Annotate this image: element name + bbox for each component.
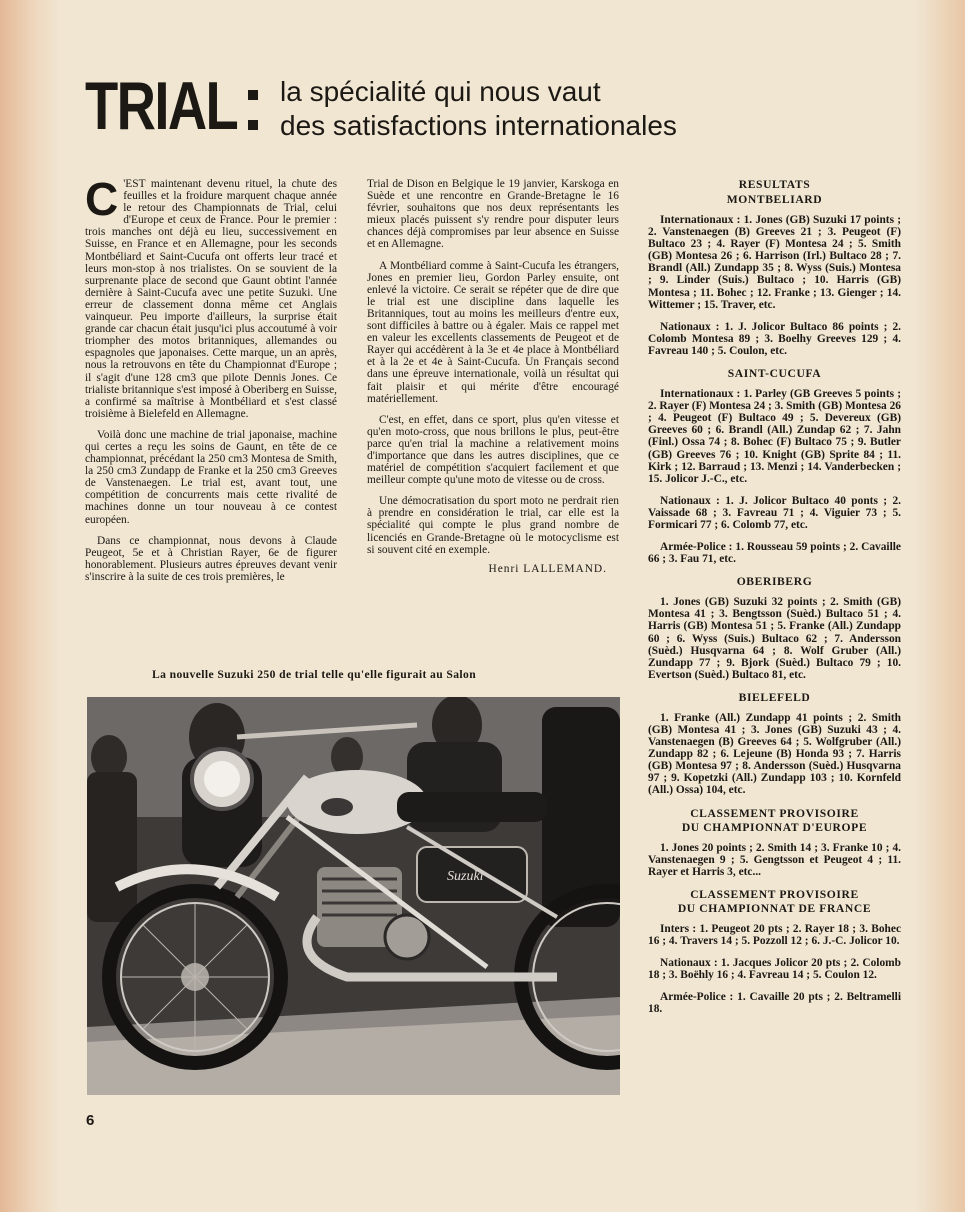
headline-bullet [248, 90, 258, 100]
motorcycle-illustration [87, 697, 620, 1095]
photo-caption: La nouvelle Suzuki 250 de trial telle qu'elle figurait au Salon [152, 668, 477, 681]
drop-cap: C [85, 173, 119, 225]
article-column-1 [85, 173, 337, 592]
headline-subtitle-1: la spécialité qui nous vaut [280, 76, 601, 107]
section-heading-france-sub: DU CHAMPIONNAT DE FRANCE [677, 901, 872, 915]
paper-edge-left [0, 0, 60, 1212]
article-paragraph: Une démocratisation du sport moto ne perdrait rien à prendre en considération le trial, car elle est la spécialité qui compte le plus grand nombre de licenciés en Grande-Bretagne où le motocyclisme est si souvent cité en exemple. [367, 495, 619, 556]
headline [85, 68, 825, 144]
section-heading-france: CLASSEMENT PROVISOIRE [690, 887, 859, 901]
article-paragraph: Dans ce championnat, nous devons à Claude Peugeot, 5e et à Christian Rayer, 6e de figurer honorablement. Plusieurs autres épreuves devant venir s'inscrire à la suite de ces trois premières, le [85, 534, 337, 583]
results-entry: Nationaux : 1. Jacques Jolicor 20 pts ; 2. Colomb 18 ; 3. Boëhly 16 ; 4. Favreau 14 ; 5. Coulon 12. [648, 957, 901, 982]
section-heading-bielefeld: BIELEFELD [738, 690, 811, 704]
article-paragraph: C'est, en effet, dans ce sport, plus qu'en vitesse et qu'en moto-cross, que nous brillons le plus, peut-être parce qu'en trial la machine a relativement moins d'importance que dans les autres disciplines, que ce matériel de compétition s'acquiert facilement et que meilleur compte qu'une moto de vitesse ou de cross. [367, 413, 619, 487]
article-paragraph: Trial de Dison en Belgique le 19 janvier, Karskoga en Suède et une rencontre en Grande-Bretagne le 16 février, souhaitons que nos deux représentants les mieux placés puissent s'y rendre pour disputer leurs chances déjà compromises par leur absence en Suisse et en Allemagne. [367, 178, 619, 251]
section-heading-montbeliard: MONTBELIARD [726, 193, 823, 206]
motorcycle-photo [87, 697, 620, 1095]
results-entry: Nationaux : 1. J. Jolicor Bultaco 86 points ; 2. Colomb Montesa 89 ; 3. Boelhy Greeves 129 ; 4. Favreau 140 ; 5. Coulon, etc. [648, 320, 901, 357]
results-column [648, 178, 901, 1025]
article-paragraph: A Montbéliard comme à Saint-Cucufa les étrangers, Jones en premier lieu, Gordon Parley ensuite, ont enlevé la victoire. Ce serait se répéter que de dire que le trial est une discipline dans laquelle les Britanniques, tout au moins les meilleurs d'entre eux, sont difficiles à battre ou à égaler. Mais ce rappel met en valeur les excellents classements de Peugeot et de Rayer qui accédèrent à la 3e et 4e place à Montbéliard et à la 2e et 4e à Saint-Cucufa. Un Français second dans une épreuve internationale, voilà un résultat qui fait plaisir et qui mérite d'être encouragé matériellement. [367, 259, 619, 405]
paper-edge-right [915, 0, 965, 1212]
results-entry: Armée-Police : 1. Rousseau 59 points ; 2. Cavaille 66 ; 3. Fau 71, etc. [648, 541, 901, 566]
results-entry: Internationaux : 1. Parley (GB Greeves 5 points ; 2. Rayer (F) Montesa 24 ; 3. Smith (GB) Montesa 26 ; 4. Peugeot (F) Bultaco 49 ; 5. Devereux (GB) Greeves 60 ; 6. Brandl (All.) Zundap 62 ; 7. Jahn (Finl.) Ossa 74 ; 8. Bohec (F) Bultaco 75 ; 9. Butler (GB) Greeves 76 ; 10. Knight (GB) Sprite 84 ; 11. Kirk ; 12. Barraud ; 13. Menzi ; 14. Vanderbecken ; 15. Jolicor J.-C., etc. [648, 388, 901, 485]
results-entry: Nationaux : 1. J. Jolicor Bultaco 40 ponts ; 2. Vaissade 68 ; 3. Favreau 71 ; 4. Viguier 73 ; 5. Formicari 77 ; 6. Colomb 77, etc. [648, 494, 901, 531]
section-heading-europe: CLASSEMENT PROVISOIRE [690, 806, 859, 820]
page-number: 6 [86, 1112, 95, 1129]
tank-badge: Suzuki [447, 869, 484, 884]
headline-bullet [248, 120, 258, 130]
results-entry: Inters : 1. Peugeot 20 pts ; 2. Rayer 18 ; 3. Bohec 16 ; 4. Travers 14 ; 5. Pozzoll 12 ; 6. J.-C. Jolicor 10. [648, 922, 901, 947]
results-entry: 1. Jones (GB) Suzuki 32 points ; 2. Smith (GB) Montesa 41 ; 3. Bengtsson (Suèd.) Bultaco 51 ; 4. Harris (GB) Montesa 51 ; 5. Franke (All.) Zundapp 60 ; 6. Wyss (Suis.) Bultaco 62 ; 7. Andersson (Suèd.) Husqvarna 64 ; 8. Wolf Gruber (All.) Zundapp 77 ; 9. Bjork (Suèd.) Bultaco 79 ; 10. Evertson (Suèd.) Bultaco 81, etc. [648, 596, 901, 681]
results-heading: RESULTATS [738, 178, 811, 191]
author-signature: Henri LALLEMAND. [488, 562, 607, 575]
article-paragraph: Voilà donc une machine de trial japonaise, machine qui certes a reçu les soins de Gaunt, en tête de ce championnat, précédant la 250 cm3 Montesa de Smith, la 250 cm3 Zundapp de Franke et la 250 cm3 Greeves de Vanstenaegen. Le trial est, avant tout, une compétition de concurrents mais cette rivalité de machines donne un tour nouveau à ce contest européen. [85, 428, 337, 526]
article-paragraph: C 'EST maintenant devenu rituel, la chute des feuilles et la froidure marquent chaque année le retour des Championnats de Trial, celui d'Europe et ceux de France. Pour le premier : trois manches ont déjà eu lieu, successivement en Suisse, en France et en Allemagne, pour les seconds Montbéliard et Saint-Cucufa ont offerts leur tracé et leurs mon-stop à nos trialistes. On se souvient de la surprenante place de second que Gaunt obtint l'année dernière à Saint-Cucufa avec une petite Suzuki. Une erreur de classement donna même cet Anglais vainqueur. Peu importe d'ailleurs, la surprise était grande car chacun était jusqu'ici plus accoutumé à voir triompher des motos britanniques, allemandes ou espagnoles que japonaises. Cette marque, un an après, nous la retrouvons en tête du Championnat d'Europe ; il s'agit d'une 128 cm3 que pilote Dennis Jones. Ce trialiste britannique s'est imposé à Oberiberg en Suisse, a confirmé sa maîtrise à Montbéliard et s'est classé troisième à Bielefeld en Allemagne. [85, 173, 337, 420]
section-heading-oberiberg: OBERIBERG [736, 575, 813, 589]
results-entry: 1. Jones 20 points ; 2. Smith 14 ; 3. Franke 10 ; 4. Vanstenaegen 9 ; 5. Gengtsson et Peugeot 4 ; 11. Rayer et Harris 3, etc... [648, 841, 901, 878]
section-heading-europe-sub: DU CHAMPIONNAT D'EUROPE [681, 820, 868, 834]
section-heading-saint-cucufa: SAINT-CUCUFA [727, 367, 822, 381]
results-entry: Armée-Police : 1. Cavaille 20 pts ; 2. Beltramelli 18. [648, 991, 901, 1016]
results-entry: 1. Franke (All.) Zundapp 41 points ; 2. Smith (GB) Montesa 41 ; 3. Jones (GB) Suzuki 43 ; 4. Vanstenaegen (B) Greeves 64 ; 5. Wolfgruber (All.) Zundapp 82 ; 6. Lejeune (B) Honda 93 ; 7. Harris (GB) Montesa 97 ; 8. Andersson (Suèd.) Husqvarna 97 ; 9. Kopetzki (All.) Zundapp 103 ; 10. Kornfeld (All.) Ossa) 104, etc. [648, 711, 901, 797]
headline-subtitle-2: des satisfactions internationales [280, 110, 677, 141]
results-entry: Internationaux : 1. Jones (GB) Suzuki 17 points ; 2. Vanstenaegen (B) Greeves 21 ; 3. Peugeot (F) Bultaco 23 ; 4. Rayer (F) Montesa 24 ; 5. Smith (GB) Montesa 26 ; 6. Harrison (Irl.) Bultaco 28 ; 7. Brandl (All.) Zundapp 35 ; 8. Wyss (Suis.) Montesa ; 9. Linder (Suis.) Bultaco ; 10. Harris (GB) Montesa ; 11. Bohec ; 12. Franke ; 13. Gienger ; 14. Wittemer ; 15. Traver, etc. [648, 214, 901, 311]
article-column-2 [367, 178, 619, 575]
headline-title: TRIAL [85, 68, 238, 144]
